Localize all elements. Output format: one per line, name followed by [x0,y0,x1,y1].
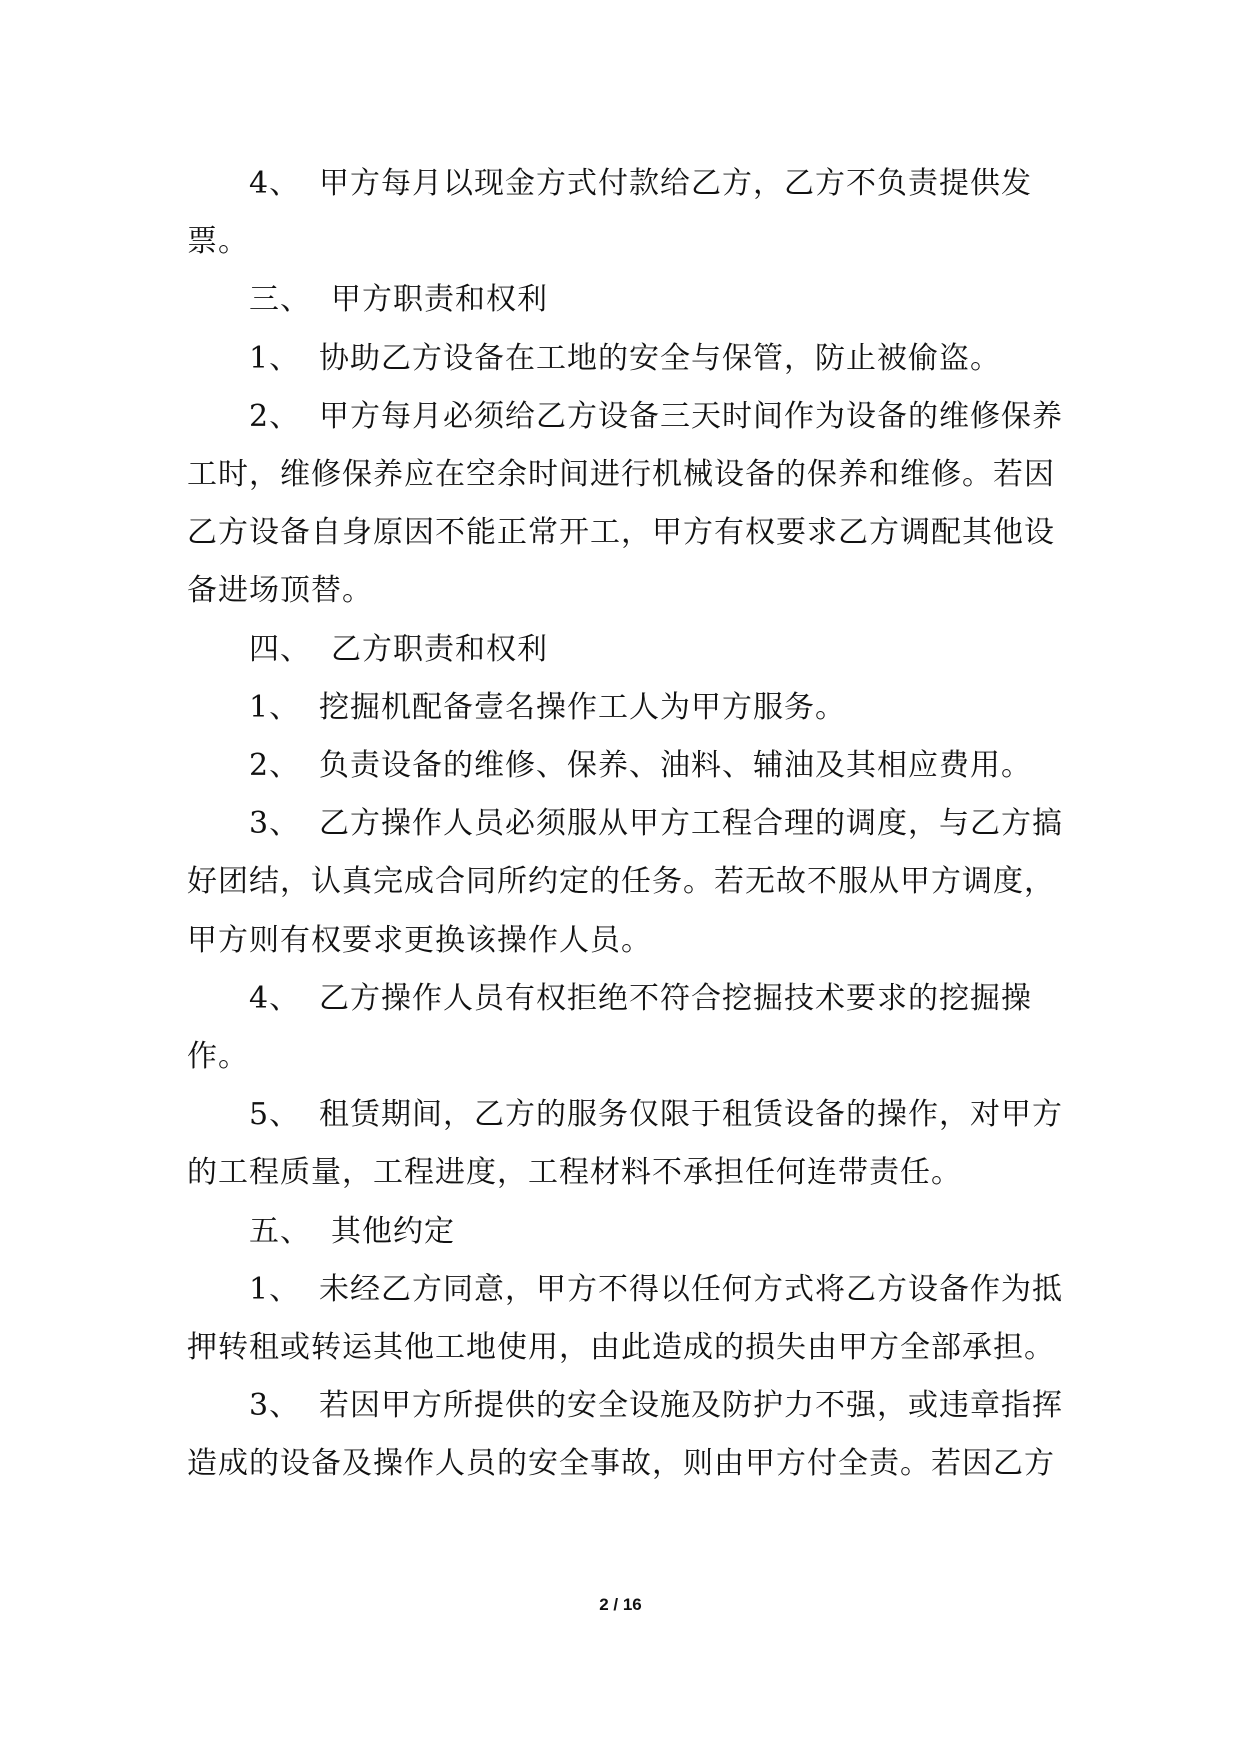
section-number: 三、 [249,282,311,318]
section-title: 乙方职责和权利 [331,631,548,667]
item-number: 2、 [249,398,301,434]
paragraph-text: 租赁期间，乙方的服务仅限于租赁设备的操作，对甲方的工程质量，工程进度，工程材料不承担任何连带责任。 [187,1097,1063,1191]
item-number: 5、 [249,1097,301,1133]
paragraph-text: 甲方每月必须给乙方设备三天时间作为设备的维修保养工时，维修保养应在空余时间进行机械设备的保养和维修。若因乙方设备自身原因不能正常开工，甲方有权要求乙方调配其他设备进场顶替。 [187,398,1063,609]
section-title: 其他约定 [331,1213,455,1249]
item-number: 3、 [249,806,301,842]
paragraph-text: 负责设备的维修、保养、油料、辅油及其相应费用。 [319,748,1032,784]
paragraph-text: 协助乙方设备在工地的安全与保管，防止被偷盗。 [319,340,1001,376]
paragraph-party-b-4 [187,970,1067,1086]
paragraph-payment [187,155,1067,271]
section-heading-party-a [187,271,1067,329]
document-body [187,155,1067,1494]
section-number: 四、 [249,631,311,667]
section-number: 五、 [249,1213,311,1249]
section-heading-party-b [187,621,1067,679]
item-number: 4、 [249,980,301,1016]
paragraph-text: 未经乙方同意，甲方不得以任何方式将乙方设备作为抵押转租或转运其他工地使用，由此造成的损失由甲方全部承担。 [187,1271,1063,1366]
item-number: 2、 [249,748,301,784]
section-title: 甲方职责和权利 [331,282,548,318]
item-number: 4、 [249,166,301,201]
item-number: 3、 [249,1388,301,1424]
item-number: 1、 [249,340,301,376]
paragraph-party-b-5 [187,1086,1067,1202]
item-number: 1、 [249,1271,301,1307]
paragraph-text: 乙方操作人员有权拒绝不符合挖掘技术要求的挖掘操作。 [187,980,1032,1075]
item-number: 1、 [249,689,301,725]
paragraph-text: 甲方每月以现金方式付款给乙方，乙方不负责提供发票。 [187,166,1032,260]
paragraph-other-3 [187,1377,1067,1493]
paragraph-party-a-2 [187,388,1067,621]
paragraph-text: 若因甲方所提供的安全设施及防护力不强，或违章指挥造成的设备及操作人员的安全事故，则由甲方付全责。若因乙方 [187,1388,1063,1482]
page-number: 2 / 16 [599,1595,642,1614]
section-heading-other [187,1203,1067,1261]
paragraph-other-1 [187,1261,1067,1377]
paragraph-text: 挖掘机配备壹名操作工人为甲方服务。 [319,689,846,725]
paragraph-party-b-3 [187,795,1067,970]
paragraph-text: 乙方操作人员必须服从甲方工程合理的调度，与乙方搞好团结，认真完成合同所约定的任务。若无故不服从甲方调度，甲方则有权要求更换该操作人员。 [187,806,1063,958]
paragraph-party-b-2 [187,737,1067,795]
paragraph-party-a-1 [187,330,1067,388]
paragraph-party-b-1 [187,679,1067,737]
